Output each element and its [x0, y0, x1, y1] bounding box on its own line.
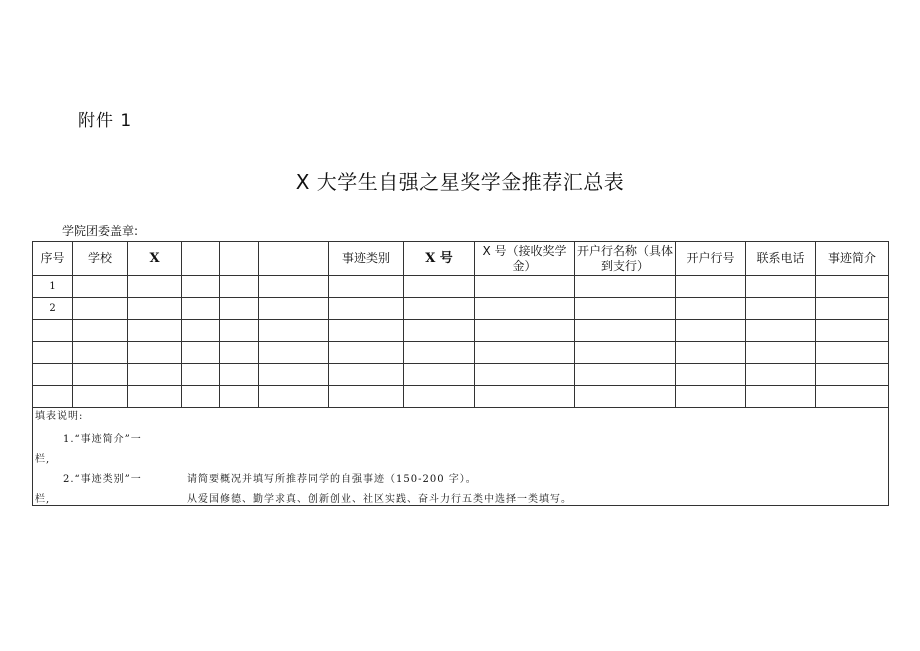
table-cell — [73, 276, 128, 298]
table-cell — [475, 320, 575, 342]
table-cell — [746, 342, 816, 364]
table-cell — [816, 386, 889, 408]
header-phone: 联系电话 — [746, 242, 816, 276]
header-x: X — [128, 242, 182, 276]
table-cell — [816, 364, 889, 386]
table-cell — [676, 298, 746, 320]
header-deed-summary: 事迹简介 — [816, 242, 889, 276]
table-cell — [182, 386, 220, 408]
header-bank-number: 开户行号 — [676, 242, 746, 276]
table-cell — [182, 342, 220, 364]
table-cell — [475, 386, 575, 408]
table-cell — [259, 298, 329, 320]
notes-desc-2: 从爱国修德、勤学求真、创新创业、社区实践、奋斗力行五类中选择一类填写。 — [187, 494, 572, 505]
table-cell — [73, 298, 128, 320]
notes-heading: 填表说明: — [35, 411, 84, 422]
row-index: 2 — [33, 298, 73, 320]
table-cell — [746, 364, 816, 386]
table-row — [33, 298, 889, 320]
table-cell — [259, 276, 329, 298]
header-blank-3 — [259, 242, 329, 276]
table-cell — [128, 298, 182, 320]
notes-item-1-tail: 栏, — [35, 454, 51, 465]
table-cell — [404, 320, 475, 342]
table-cell — [676, 342, 746, 364]
header-blank-1 — [182, 242, 220, 276]
table-cell — [475, 298, 575, 320]
table-cell — [73, 364, 128, 386]
table-cell — [816, 298, 889, 320]
table-cell — [220, 364, 259, 386]
table-cell — [676, 364, 746, 386]
table-cell — [128, 342, 182, 364]
table-cell — [676, 276, 746, 298]
table-cell — [404, 342, 475, 364]
row-index — [33, 386, 73, 408]
table-row — [33, 386, 889, 408]
row-index — [33, 342, 73, 364]
table-cell — [575, 386, 676, 408]
table-cell — [329, 342, 404, 364]
header-blank-2 — [220, 242, 259, 276]
table-cell — [475, 276, 575, 298]
table-cell — [220, 342, 259, 364]
table-cell — [73, 320, 128, 342]
table-cell — [746, 298, 816, 320]
header-school: 学校 — [73, 242, 128, 276]
table-cell — [746, 320, 816, 342]
table-cell — [73, 386, 128, 408]
table-cell — [329, 298, 404, 320]
notes-item-2: 2.“事迹类别”一 — [63, 474, 142, 485]
notes-cell — [33, 408, 889, 506]
table-cell — [575, 364, 676, 386]
table-cell — [404, 386, 475, 408]
table-cell — [404, 298, 475, 320]
annex-label: 附件 1 — [78, 111, 133, 131]
table-cell — [182, 364, 220, 386]
table-cell — [746, 276, 816, 298]
notes-item-1: 1.“事迹简介”一 — [63, 434, 142, 445]
table-cell — [329, 386, 404, 408]
table-cell — [182, 298, 220, 320]
table-cell — [128, 364, 182, 386]
table-cell — [73, 342, 128, 364]
header-bank-name: 开户行名称（具体到支行） — [575, 242, 676, 276]
table-cell — [475, 342, 575, 364]
table-cell — [404, 364, 475, 386]
seal-label: 学院团委盖章: — [62, 224, 139, 238]
table-row — [33, 320, 889, 342]
table-cell — [816, 320, 889, 342]
table-cell — [575, 298, 676, 320]
table-cell — [128, 320, 182, 342]
table-row — [33, 276, 889, 298]
table-cell — [128, 276, 182, 298]
table-cell — [676, 386, 746, 408]
table-cell — [329, 320, 404, 342]
notes-desc-1: 请简要概况并填写所推荐同学的自强事迹（150-200 字）。 — [187, 474, 477, 485]
table-cell — [746, 386, 816, 408]
table-cell — [575, 342, 676, 364]
notes-item-2-tail: 栏, — [35, 494, 51, 505]
table-cell — [816, 342, 889, 364]
row-index: 1 — [33, 276, 73, 298]
table-cell — [220, 386, 259, 408]
row-index — [33, 320, 73, 342]
table-cell — [816, 276, 889, 298]
table-cell — [220, 276, 259, 298]
table-cell — [329, 276, 404, 298]
table-cell — [220, 298, 259, 320]
table-cell — [676, 320, 746, 342]
table-cell — [259, 364, 329, 386]
table-row — [33, 364, 889, 386]
table-cell — [182, 320, 220, 342]
table-cell — [220, 320, 259, 342]
table-cell — [128, 386, 182, 408]
table-cell — [259, 320, 329, 342]
header-receive-number: X 号（接收奖学金） — [475, 242, 575, 276]
table-cell — [259, 342, 329, 364]
header-x-number: X 号 — [404, 242, 475, 276]
table-cell — [329, 364, 404, 386]
table-cell — [182, 276, 220, 298]
summary-table — [32, 241, 889, 506]
table-row — [33, 342, 889, 364]
table-cell — [575, 320, 676, 342]
row-index — [33, 364, 73, 386]
table-cell — [475, 364, 575, 386]
table-cell — [259, 386, 329, 408]
table-cell — [404, 276, 475, 298]
header-row — [33, 242, 889, 276]
page-title: X 大学生自强之星奖学金推荐汇总表 — [295, 170, 625, 194]
header-index: 序号 — [33, 242, 73, 276]
table-cell — [575, 276, 676, 298]
header-deed-category: 事迹类别 — [329, 242, 404, 276]
